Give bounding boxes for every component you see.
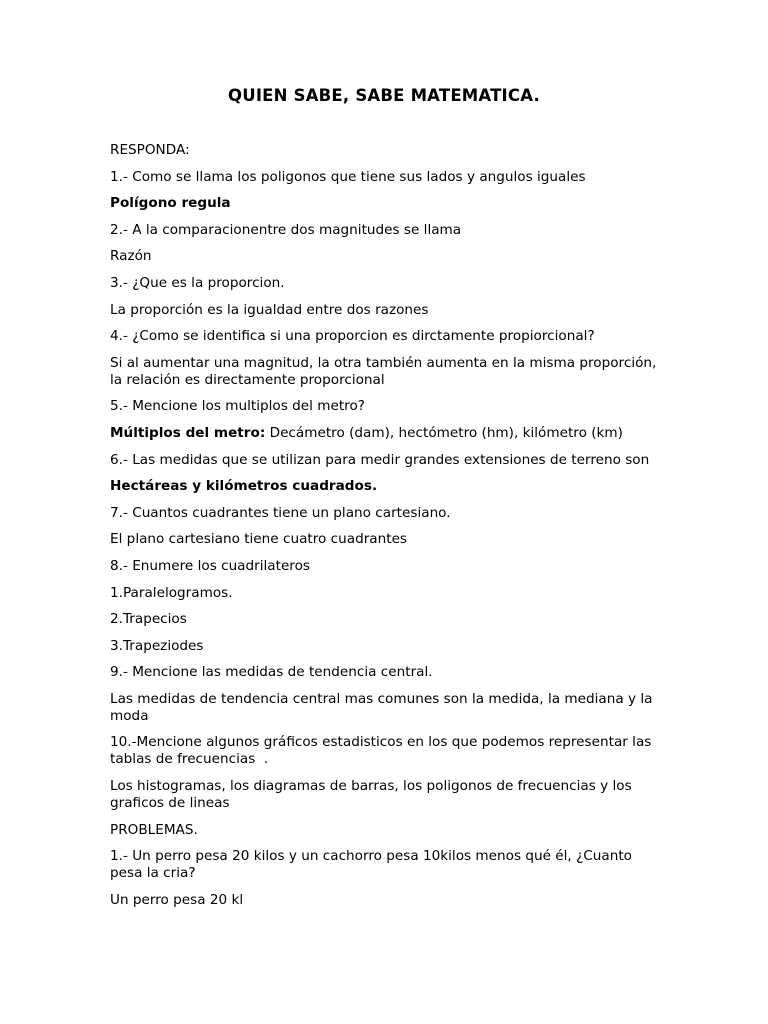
answer-4: Si al aumentar una magnitud, la otra también aumenta en la misma proporción, la relación es directamente proporcional [110,354,661,388]
problem-1-answer: Un perro pesa 20 kl [110,891,244,908]
answer-8-item-1: 1.Paralelogramos. [110,584,233,601]
answer-6: Hectáreas y kilómetros cuadrados. [110,478,378,495]
question-7: 7.- Cuantos cuadrantes tiene un plano cartesiano. [110,504,451,521]
question-8: 8.- Enumere los cuadrilateros [110,557,310,574]
answer-8-item-2: 2.Trapecios [110,611,187,628]
section-heading-problemas: PROBLEMAS. [110,821,198,838]
answer-5-label: Múltiplos del metro: [110,424,266,441]
answer-5 [110,425,662,442]
problem-1: 1.- Un perro pesa 20 kilos y un cachorro pesa 10kilos menos qué él, ¿Cuanto pesa la cria? [110,848,637,882]
answer-2: Razón [110,248,152,265]
answer-3: La proporción es la igualdad entre dos razones [110,301,429,318]
answer-8-item-3: 3.Trapeziodes [110,637,204,654]
question-3: 3.- ¿Que es la proporcion. [110,274,285,291]
answer-1: Polígono regula [110,195,231,212]
question-6: 6.- Las medidas que se utilizan para medir grandes extensiones de terreno son [110,451,650,468]
question-1: 1.- Como se llama los poligonos que tiene sus lados y angulos iguales [110,168,586,185]
question-2: 2.- A la comparacionentre dos magnitudes se llama [110,221,462,238]
question-10: 10.-Mencione algunos gráficos estadisticos en los que podemos representar las tablas de frecuencias . [110,734,656,768]
answer-9: Las medidas de tendencia central mas comunes son la medida, la mediana y la moda [110,690,657,724]
question-5: 5.- Mencione los multiplos del metro? [110,398,365,415]
answer-7: El plano cartesiano tiene cuatro cuadrantes [110,531,408,548]
page-title: QUIEN SABE, SABE MATEMATICA. [228,86,540,105]
question-4: 4.- ¿Como se identifica si una proporcion es dirctamente propiorcional? [110,328,595,345]
section-heading-responda: RESPONDA: [110,142,190,158]
question-9: 9.- Mencione las medidas de tendencia central. [110,664,433,681]
answer-10: Los histogramas, los diagramas de barras, los poligonos de frecuencias y los graficos de lineas [110,778,636,812]
document-body [110,142,662,918]
answer-5-text: Decámetro (dam), hectómetro (hm), kilómetro (km) [265,424,623,441]
